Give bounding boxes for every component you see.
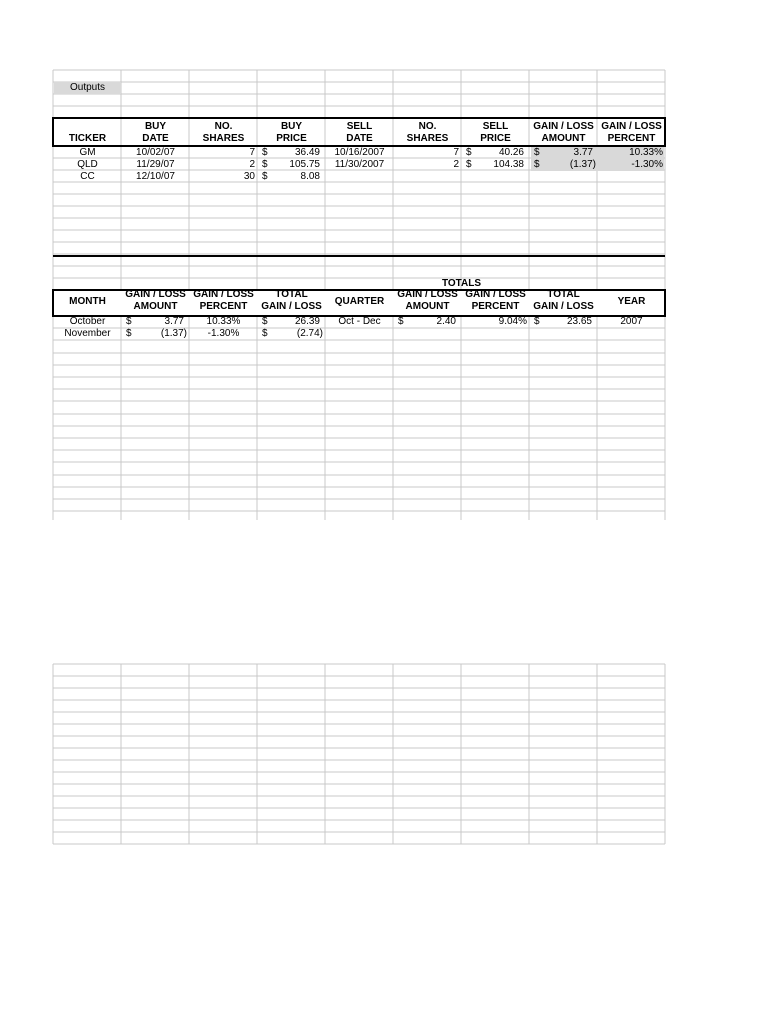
buy-shares-cell[interactable]: 7 [249,147,255,158]
month-gl-percent-cell[interactable]: 10.33% [206,316,241,327]
year-cell[interactable]: 2007 [620,316,643,327]
header-sell-shares-line2[interactable]: SHARES [406,133,449,144]
header-quarter-total-line2[interactable]: GAIN / LOSS [533,301,594,312]
header-month-gl-percent-line2[interactable]: PERCENT [199,301,248,312]
header-quarter-gl-percent-line2[interactable]: PERCENT [471,301,520,312]
outputs-label[interactable]: Outputs [69,82,106,93]
buy-shares-cell[interactable]: 2 [249,159,255,170]
buy-shares-cell[interactable]: 30 [243,171,255,182]
header-quarter-gl-amount-line2[interactable]: AMOUNT [405,301,450,312]
header-quarter[interactable]: QUARTER [334,296,385,307]
buy-date-cell[interactable]: 11/29/07 [136,159,175,170]
buy-date-cell[interactable]: 10/02/07 [136,147,175,158]
header-month-gl-percent-line1[interactable]: GAIN / LOSS [193,289,254,300]
gl-amount-cell[interactable]: 3.77 [573,147,593,158]
header-gl-percent-line2[interactable]: PERCENT [607,133,656,144]
currency-symbol: $ [534,159,540,170]
ticker-cell[interactable]: QLD [77,159,98,170]
currency-symbol: $ [262,316,268,327]
header-gl-amount-line2[interactable]: AMOUNT [541,133,586,144]
month-gl-amount-cell[interactable]: (1.37) [160,328,187,339]
currency-symbol: $ [126,316,132,327]
header-month-total-line1[interactable]: TOTAL [275,289,308,300]
totals-label[interactable]: TOTALS [441,278,482,289]
header-quarter-total-line1[interactable]: TOTAL [547,289,580,300]
header-buy-date-line1[interactable]: BUY [144,121,167,132]
gl-percent-cell[interactable]: 10.33% [629,147,663,158]
gl-amount-cell[interactable]: (1.37) [569,159,596,170]
currency-symbol: $ [262,328,268,339]
quarter-total-cell[interactable]: 23.65 [566,316,592,327]
ticker-cell[interactable]: CC [80,171,95,182]
header-month-total-line2[interactable]: GAIN / LOSS [261,301,322,312]
sell-date-cell[interactable]: 11/30/2007 [334,159,385,170]
header-month-gl-amount-line1[interactable]: GAIN / LOSS [125,289,186,300]
header-buy-shares-line1[interactable]: NO. [214,121,233,132]
header-ticker[interactable]: TICKER [68,133,107,144]
buy-price-cell[interactable]: 36.49 [294,147,320,158]
sell-price-cell[interactable]: 40.26 [498,147,524,158]
header-buy-price-line1[interactable]: BUY [280,121,303,132]
currency-symbol: $ [262,159,268,170]
header-buy-date-line2[interactable]: DATE [142,133,169,144]
header-sell-date-line1[interactable]: SELL [346,121,373,132]
currency-symbol: $ [262,171,268,182]
sell-date-cell[interactable]: 10/16/2007 [334,147,385,158]
header-year[interactable]: YEAR [617,296,646,307]
sell-shares-cell[interactable]: 2 [453,159,459,170]
quarter-gl-amount-cell[interactable]: 2.40 [436,316,456,327]
currency-symbol: $ [262,147,268,158]
header-sell-shares-line1[interactable]: NO. [418,121,437,132]
header-gl-percent-line1[interactable]: GAIN / LOSS [601,121,662,132]
currency-symbol: $ [534,316,540,327]
currency-symbol: $ [466,159,472,170]
month-cell[interactable]: November [64,328,111,339]
currency-symbol: $ [398,316,404,327]
month-gl-amount-cell[interactable]: 3.77 [164,316,184,327]
header-month[interactable]: MONTH [69,296,106,307]
header-buy-price-line2[interactable]: PRICE [276,133,307,144]
sell-shares-cell[interactable]: 7 [453,147,459,158]
header-quarter-gl-amount-line1[interactable]: GAIN / LOSS [397,289,458,300]
header-month-gl-amount-line2[interactable]: AMOUNT [133,301,178,312]
currency-symbol: $ [534,147,540,158]
gl-percent-cell[interactable]: -1.30% [631,159,663,170]
buy-price-cell[interactable]: 105.75 [289,159,320,170]
quarter-cell[interactable]: Oct - Dec [338,316,381,327]
month-cell[interactable]: October [69,316,106,327]
header-quarter-gl-percent-line1[interactable]: GAIN / LOSS [465,289,526,300]
month-total-cell[interactable]: (2.74) [296,328,323,339]
currency-symbol: $ [466,147,472,158]
sell-price-cell[interactable]: 104.38 [493,159,524,170]
buy-date-cell[interactable]: 12/10/07 [136,171,175,182]
month-gl-percent-cell[interactable]: -1.30% [207,328,240,339]
header-buy-shares-line2[interactable]: SHARES [202,133,245,144]
header-sell-price-line1[interactable]: SELL [482,121,509,132]
header-sell-price-line2[interactable]: PRICE [480,133,511,144]
header-gl-amount-line1[interactable]: GAIN / LOSS [533,121,594,132]
header-sell-date-line2[interactable]: DATE [346,133,373,144]
ticker-cell[interactable]: GM [79,147,96,158]
buy-price-cell[interactable]: 8.08 [300,171,320,182]
currency-symbol: $ [126,328,132,339]
quarter-gl-percent-cell[interactable]: 9.04% [498,316,527,327]
month-total-cell[interactable]: 26.39 [294,316,320,327]
